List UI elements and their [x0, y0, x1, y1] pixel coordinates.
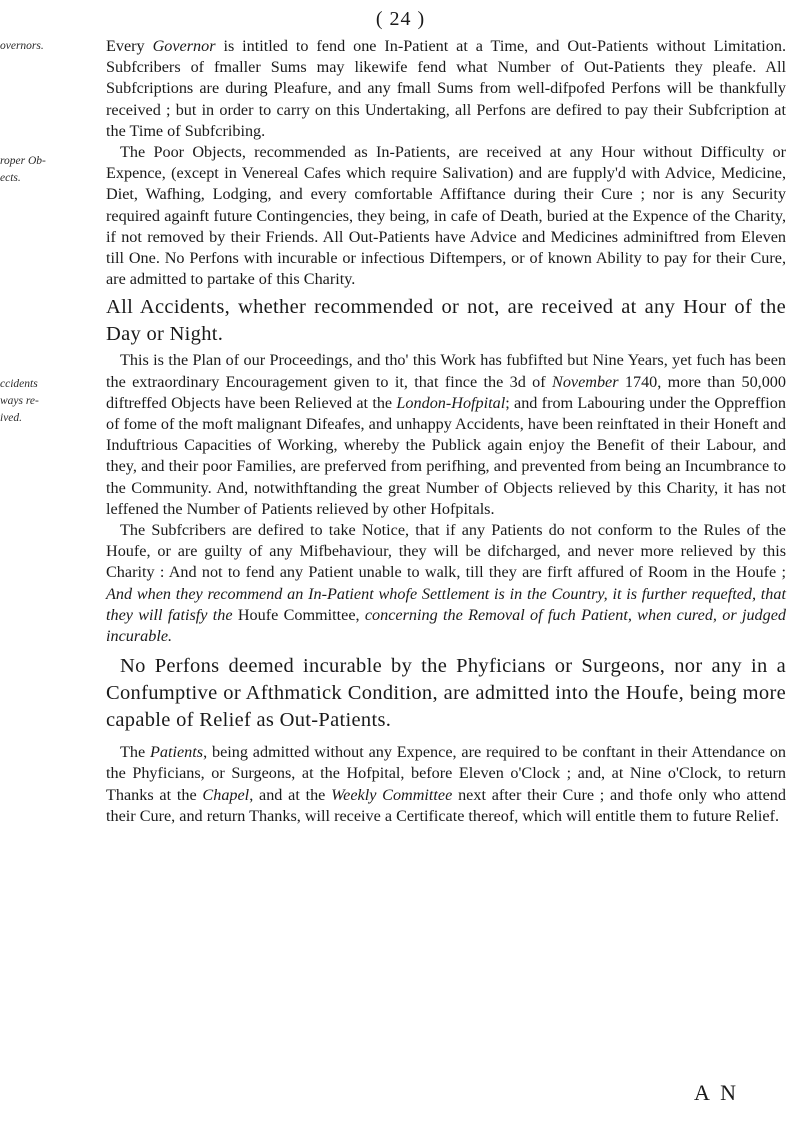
paragraph-proper-objects: The Poor Objects, recommended as In-Patients, are received at any Hour without Difficulty or Expence, (except in Venereal Cafes which require Salivation) and are fupply'd with Advice, Medicine, Diet, Wafhing, Lodging, and every comfortable Affiftance during their Cure ; nor is any Security required againft future Contingencies, they being, in cafe of Death, buried at the Expence of the Charity, if not removed by their Friends. All Out-Patients have Advice and Medicines adminiftred from Eleven till One. No Perfons with incurable or infectious Diftempers, or of known Ability to pay for their Cure, are admitted to partake of this Charity.: [106, 143, 786, 289]
main-text-block: [106, 36, 786, 827]
catchword: A N: [694, 1080, 740, 1105]
paragraph-governors: Every Governor is intitled to fend one In-Patient at a Time, and Out-Patients without Limitation. Subfcribers of fmaller Sums may likewife fend what Number of Out-Patients they pleafe. All Subfcriptions are during Pleafure, and any fmall Sums from well-difpofed Perfons will be thankfully received ; but in order to carry on this Undertaking, all Perfons are defired to pay their Subfcription at the Time of Subfcribing.: [106, 37, 786, 140]
paragraph-plan: This is the Plan of our Proceedings, and tho' this Work has fubfifted but Nine Years, yet fuch has been the extraordinary Encouragement given to it, that fince the 3d of November 1740, more than 50,000 diftreffed Objects have been Relieved at the London-Hofpital; and from Labouring under the Oppreffion of fome of the moft malignant Difeafes, and unhappy Accidents, have been reinftated in their Honeft and Induftrious Capacities of Working, whereby the Publick again enjoy the Benefit of their Labour, and they, and their poor Families, are preferved from perifhing, and prevented from being an Incumbrance to the Community. And, notwithftanding the great Number of Objects relieved by this Charity, it has not leffened the Number of Patients relieved by other Hofpitals.: [106, 351, 786, 518]
paragraph-subscribers-notice: The Subfcribers are defired to take Notice, that if any Patients do not conform to the Rules of the Houfe, or are guilty of any Mifbehaviour, they will be difcharged, and never more relieved by this Charity : And not to fend any Patient unable to walk, till they are firft affured of Room in the Houfe ; And when they recommend an In-Patient whofe Settlement is in the Country, it is further requefted, that they will fatisfy the Houfe Committee, concerning the Removal of fuch Patient, when cured, or judged incurable.: [106, 521, 787, 646]
margin-note-governors: overnors.: [0, 40, 44, 52]
paragraph-accidents: All Accidents, whether recommended or not, are received at any Hour of the Day or Night.: [106, 296, 786, 346]
margin-note-proper-objects: roper Ob- ects.: [0, 155, 46, 184]
margin-note-accidents: ccidents ways re- ived.: [0, 378, 39, 424]
paragraph-patients-attendance: The Patients, being admitted without any Expence, are required to be conftant in their Attendance on the Phyficians, or Surgeons, at the Hofpital, before Eleven o'Clock ; and, at Nine o'Clock, to return Thanks at the Chapel, and at the Weekly Committee next after their Cure ; and thofe only who attend their Cure, and return Thanks, will receive a Certificate thereof, which will entitle them to future Relief.: [106, 743, 786, 825]
paragraph-incurables: No Perfons deemed incurable by the Phyficians or Surgeons, nor any in a Confumptive or Afthmatick Condition, are admitted into the Houfe, being more capable of Relief as Out-Patients.: [106, 655, 786, 732]
page-number: ( 24 ): [375, 8, 426, 30]
